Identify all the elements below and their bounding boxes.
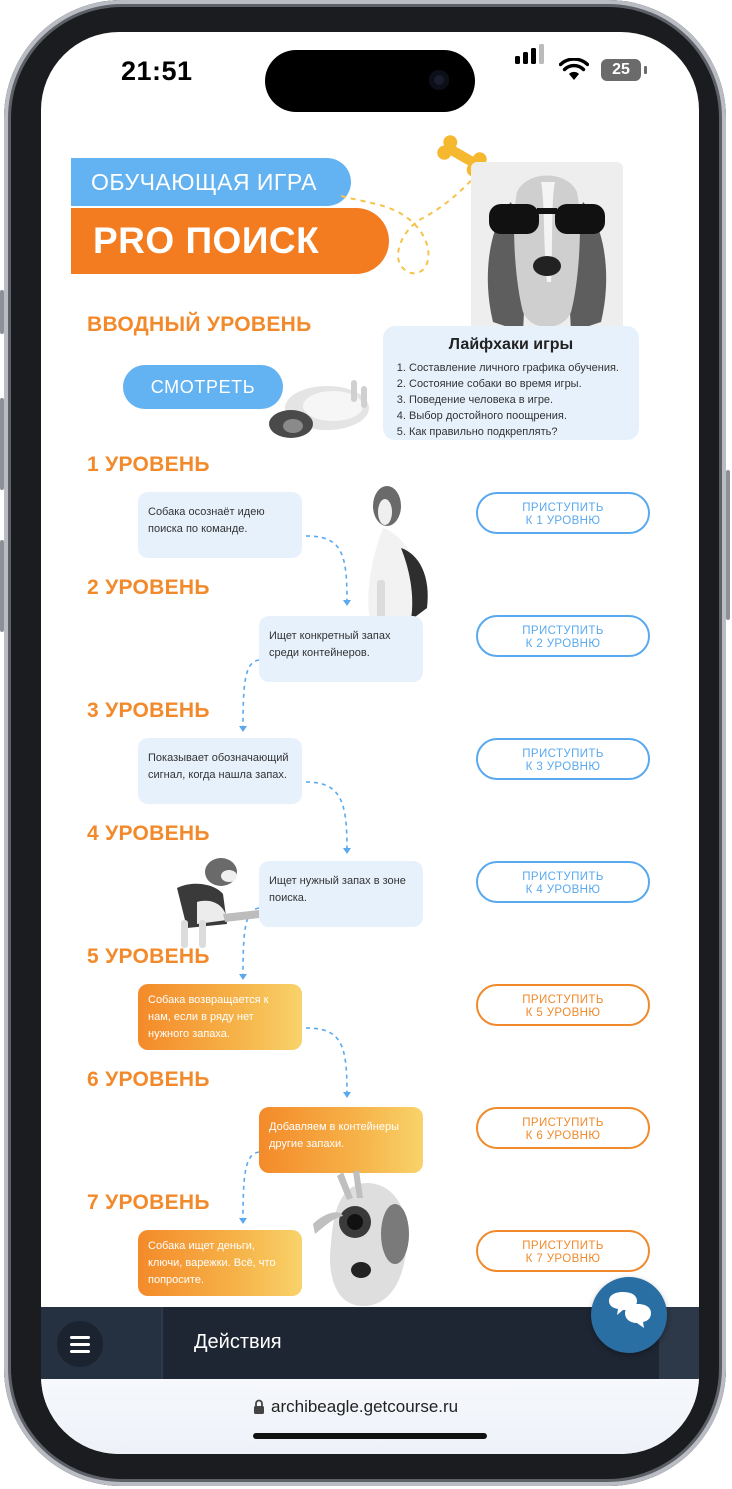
start-level-1-button[interactable] — [476, 492, 650, 534]
lock-icon — [253, 1399, 265, 1415]
hacks-item: 4. Выбор достойного поощрения. — [409, 408, 639, 424]
chat-bubbles-icon — [591, 1277, 667, 1353]
power-button — [726, 470, 730, 620]
battery-tip — [644, 66, 647, 74]
level-1-description: Собака осознаёт идею поиска по команде. — [138, 492, 302, 558]
sitting-beagle-photo — [361, 484, 441, 624]
actions-label[interactable]: Действия — [194, 1331, 282, 1353]
start-level-3-button[interactable] — [476, 738, 650, 780]
dog-sunglasses-photo — [471, 162, 623, 338]
level-1-title: 1 УРОВЕНЬ — [87, 453, 210, 476]
dynamic-island — [265, 50, 475, 112]
start-level-4-button[interactable] — [476, 861, 650, 903]
button-label: К 6 УРОВНЮ — [525, 1130, 601, 1142]
hacks-item: 3. Поведение человека в игре. — [409, 392, 639, 408]
volume-up-button — [0, 398, 4, 490]
wifi-icon — [559, 58, 589, 82]
level-3-description: Показывает обозначающий сигнал, когда нашла запах. — [138, 738, 302, 804]
level-7-title: 7 УРОВЕНЬ — [87, 1191, 210, 1214]
start-level-2-button[interactable] — [476, 615, 650, 657]
rolling-dog-photo — [263, 370, 375, 442]
game-hacks-card — [383, 326, 639, 440]
browser-url-bar[interactable] — [41, 1379, 699, 1454]
intro-level-title: ВВОДНЫЙ УРОВЕНЬ — [87, 313, 312, 336]
button-label: ПРИСТУПИТЬ — [522, 625, 604, 637]
button-label: К 3 УРОВНЮ — [525, 761, 601, 773]
hacks-title: Лайфхаки игры — [448, 336, 574, 353]
silent-switch — [0, 290, 4, 334]
status-time: 21:51 — [121, 56, 193, 86]
button-label: К 7 УРОВНЮ — [525, 1253, 601, 1265]
button-label: ПРИСТУПИТЬ — [522, 748, 604, 760]
button-label: К 1 УРОВНЮ — [525, 515, 601, 527]
chat-button[interactable] — [591, 1277, 667, 1353]
level-2-title: 2 УРОВЕНЬ — [87, 576, 210, 599]
start-level-7-button[interactable] — [476, 1230, 650, 1272]
home-indicator[interactable] — [253, 1433, 487, 1439]
button-label: ПРИСТУПИТЬ — [522, 994, 604, 1006]
level-6-description: Добавляем в контейнеры другие запахи. — [259, 1107, 423, 1173]
start-level-5-button[interactable] — [476, 984, 650, 1026]
level-4-description: Ищет нужный запах в зоне поиска. — [259, 861, 423, 927]
button-label: К 2 УРОВНЮ — [525, 638, 601, 650]
dog-hand-photo — [303, 1164, 419, 1306]
screen — [41, 32, 699, 1454]
level-5-title: 5 УРОВЕНЬ — [87, 945, 210, 968]
button-label: ПРИСТУПИТЬ — [522, 871, 604, 883]
level-6-title: 6 УРОВЕНЬ — [87, 1068, 210, 1091]
start-level-6-button[interactable] — [476, 1107, 650, 1149]
level-5-description: Собака возвращается к нам, если в ряду нет нужного запаха. — [138, 984, 302, 1050]
button-label: ПРИСТУПИТЬ — [522, 1240, 604, 1252]
phone-frame — [4, 0, 726, 1486]
battery-icon: 25 — [601, 59, 641, 81]
volume-down-button — [0, 540, 4, 632]
button-label: К 4 УРОВНЮ — [525, 884, 601, 896]
button-label: ПРИСТУПИТЬ — [522, 502, 604, 514]
game-title: PRO ПОИСК — [71, 208, 389, 274]
hacks-item: 1. Составление личного графика обучения. — [409, 360, 639, 376]
level-3-title: 3 УРОВЕНЬ — [87, 699, 210, 722]
url-text[interactable]: archibeagle.getcourse.ru — [271, 1397, 459, 1416]
hacks-item: 2. Состояние собаки во время игры. — [409, 376, 639, 392]
hacks-list — [393, 360, 639, 440]
hacks-item: 5. Как правильно подкреплять? — [409, 424, 639, 440]
camera-icon — [429, 70, 449, 90]
level-2-description: Ищет конкретный запах среди контейнеров. — [259, 616, 423, 682]
menu-area — [41, 1307, 161, 1379]
level-4-title: 4 УРОВЕНЬ — [87, 822, 210, 845]
hamburger-menu-button[interactable] — [57, 1321, 103, 1367]
button-label: К 5 УРОВНЮ — [525, 1007, 601, 1019]
game-subtitle: ОБУЧАЮЩАЯ ИГРА — [71, 158, 351, 206]
watch-button[interactable]: СМОТРЕТЬ — [123, 365, 283, 409]
button-label: ПРИСТУПИТЬ — [522, 1117, 604, 1129]
dog-paw-photo — [167, 854, 261, 950]
level-7-description: Собака ищет деньги, ключи, варежки. Всё, что попросите. — [138, 1230, 302, 1296]
